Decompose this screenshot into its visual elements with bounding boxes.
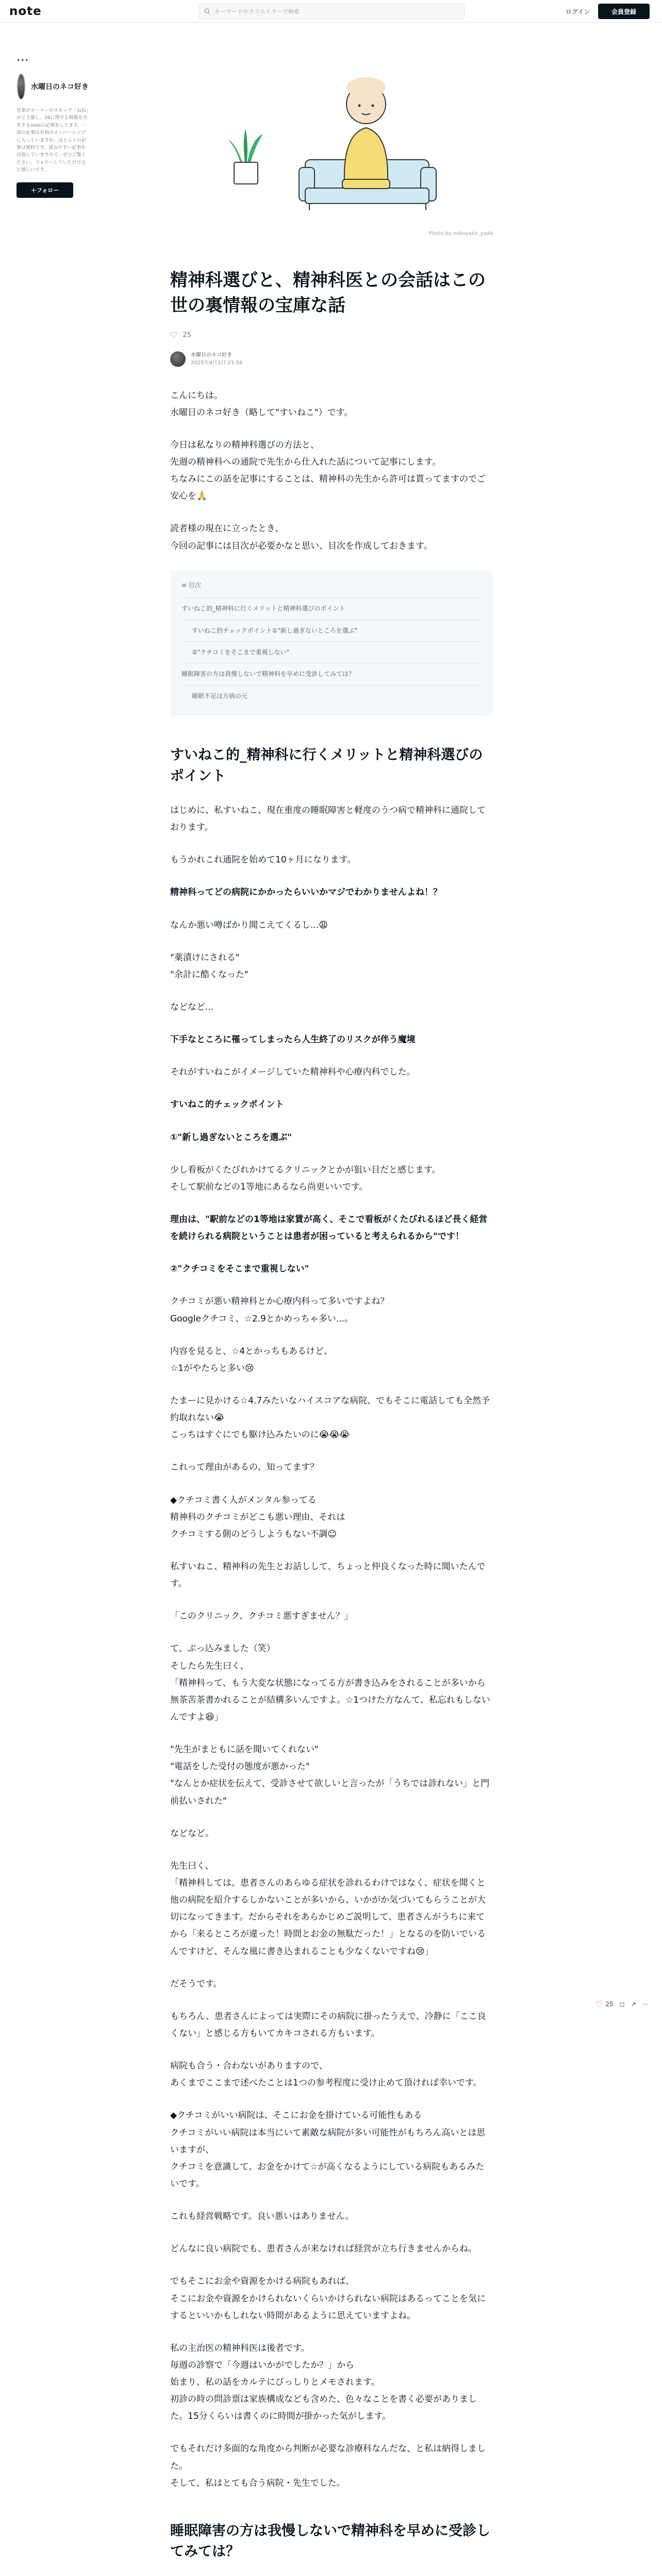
- paragraph: 理由は、"駅前などの1等地は家賃が高く、そこで看板がくたびれるほど長く経営を続けられる病院ということは患者が困っていると考えられるから"です！: [170, 1214, 488, 1242]
- login-link[interactable]: ログイン: [566, 8, 590, 15]
- paragraph: ◆クチコミがいい病院は、そこにお金を掛けている可能性もある クチコミがいい病院は本当にいて素敵な病院が多い可能性がもちろん高いとは思いますが、 クチコミを意識して、お金をかけて☆が高くなるようにしている病院もあるみたいです。: [170, 2110, 486, 2189]
- paragraph: でもそれだけ多面的な角度から判断が必要な診療科なんだな、と私は納得しました。 そして、私はとても合う病院・先生でした。: [170, 2444, 486, 2488]
- section-heading: 睡眠障害の方は我慢しないで精神科を早めに受診してみては？: [170, 2522, 490, 2560]
- ellipsis-icon[interactable]: •••: [16, 57, 29, 64]
- paragraph: 私の主治医の精神科医は後者です。 毎週の診察で「今週はいかがでしたか？」から 始まり、私の話をカルテにびっしりとメモされます。 初診の時の問診票は家族構成なども含めた、色々なことを書く必要がありました。15分くらいは書くのに時間が掛かった気がします。: [170, 2343, 477, 2422]
- subheading: ②"クチコミをそこまで重視しない": [170, 1264, 309, 1275]
- toc-item[interactable]: ②"クチコミをそこまで重視しない": [181, 641, 482, 663]
- paragraph: それがすいねこがイメージしていた精神科や心療内科でした。: [170, 1067, 416, 1078]
- heart-icon[interactable]: ♡: [170, 330, 178, 340]
- paragraph: はじめに、私すいねこ、現在重度の睡眠障害と軽度のうつ病で精神科に通院しております。: [170, 805, 486, 833]
- paragraph: ◆クチコミ書く人がメンタル参ってる 精神科のクチコミがどこも悪い理由、それは クチコミする側のどうしようもない不調☺: [170, 1495, 345, 1539]
- toc-item[interactable]: すいねこ的_精神科に行くメリットと精神科選びのポイント: [181, 598, 482, 619]
- paragraph: クチコミが悪い精神科とか心療内科って多いですよね？ Googleクチコミ、☆2.9とかめっちゃ多い...。: [170, 1296, 389, 1324]
- follow-button[interactable]: [16, 182, 73, 198]
- share-icon[interactable]: ↗: [631, 2000, 636, 2008]
- paragraph: なんか悪い噂ばかり聞こえてくるし...😩: [170, 920, 328, 930]
- paragraph: 精神科ってどの病院にかかったらいいかマジでわかりませんよね！？: [170, 887, 442, 898]
- article-body: [170, 387, 493, 2576]
- paragraph: もちろん、患者さんによっては実際にその病院に掛ったうえで、冷静に「ここ良くない」と感じる方もいてカキコされる方もいます。: [170, 2011, 486, 2039]
- paragraph: "薬漬けにされる" "余計に酷くなった": [170, 952, 249, 980]
- creator-bio: 営業がオーナーのスモッグ「ねね」がご主催し、26に関する情報を共有するnoteの記事をしてます。一部の記事は有料のメンバーシップに入っていますが、ほとんどの記事は無料です。読みやすい記事を目指していますので、ぜひご覧ください。フォローしていただけると嬉しいです。: [16, 108, 89, 173]
- article-title: 精神科選びと、精神科医との会話はこの世の裏情報の宝庫な話: [170, 270, 486, 316]
- paragraph: たまーに見かける☆4.7みたいなハイスコアな病院、でもそこに電話しても全然予約取れない😭 こっちはすぐにでも駆け込みたいのに😭😭😭: [170, 1396, 490, 1440]
- meta-date: 2025年4月3日 21:54: [191, 360, 243, 366]
- meta-author[interactable]: 水曜日のネコ好き: [191, 352, 232, 358]
- paragraph: 内容を見ると、☆4とかっちもあるけど、 ☆1がやたらと多い😢: [170, 1346, 333, 1374]
- search-input[interactable]: [198, 4, 465, 19]
- search-icon: [204, 8, 210, 14]
- creator-name[interactable]: 水曜日のネコ好き: [31, 83, 89, 91]
- article-meta: [170, 351, 493, 367]
- paragraph: これも経営戦略です。良い悪いはありません。: [170, 2211, 354, 2222]
- avatar[interactable]: [16, 73, 26, 100]
- paragraph: でもそこにお金や資源をかける病院もあれば、 そこにお金や資源をかけられないくらいかけられない病院はあるってことを気にするといいかもしれない時間があるように思えていますよね。: [170, 2276, 486, 2321]
- toc-item[interactable]: 睡眠不足は万病の元: [181, 685, 482, 707]
- paragraph: 少し看板がくたびれかけてるクリニックとかが狙い目だと感じます。 そして駅前などの1等地にあるなら尚更いいです。: [170, 1164, 441, 1192]
- creator-sidebar: [16, 57, 89, 198]
- paragraph: これって理由があるの、知ってます？: [170, 1462, 319, 1473]
- paragraph: どんなに良い病院でも、患者さんが来なければ経営が立ち行きませんからね。: [170, 2244, 477, 2255]
- float-like-count[interactable]: 25: [605, 2000, 614, 2008]
- note-logo[interactable]: note: [9, 4, 42, 18]
- more-icon[interactable]: ⋯: [642, 2000, 649, 2008]
- paragraph: などなど...: [170, 1002, 214, 1013]
- photo-credit[interactable]: Photo by nokoyaka_yada: [428, 231, 493, 236]
- paragraph: 読者様の現在に立ったとき、 今回の記事には目次が必要かなと思い、目次を作成しておきます。: [170, 523, 433, 551]
- list-icon: ≡: [181, 581, 189, 589]
- heart-icon[interactable]: ♡: [595, 1999, 603, 2009]
- paragraph: 先生曰く、 「精神科しては、患者さんのあらゆる症状を診れるわけではなく、症状を聞くと他の病院を紹介するしかないことが多いから、いかがか気づいてもらうことが大切になってきます。だからそれをあらかじめご説明して、患者さんがうちに来てから「来るところが違った！時間とお金の無駄だった！」となるのを防いでいるんですけど、そんな風に書き込まれることも少なくないですね😢」: [170, 1860, 486, 1957]
- paragraph: "先生がまともに話を聞いてくれない" "電話をした受付の態度が悪かった" "なんとか症状を伝えて、受診させて欲しいと言ったが「うちでは診れない」と門前払いされた": [170, 1744, 490, 1806]
- floating-actions: [595, 1999, 655, 2009]
- avatar[interactable]: [170, 351, 186, 367]
- section-heading: すいねこ的_精神科に行くメリットと精神科選びのポイント: [170, 747, 483, 784]
- paragraph: 私すいねこ、精神科の先生とお話しして、ちょっと仲良くなった時に聞いたんです。: [170, 1562, 486, 1589]
- toc-heading: 目次: [188, 581, 201, 589]
- toc-item[interactable]: すいねこ的チェックポイント①"新し過ぎないところを選ぶ": [181, 620, 482, 641]
- follow-plus-icon: ＋: [30, 187, 37, 194]
- paragraph: 「このクリニック、クチコミ悪すぎません？」: [170, 1611, 353, 1622]
- paragraph: 今日は私なりの精神科選びの方法と、 先週の精神科への通院で先生から仕入れた話について記事にします。 ちなみにこの話を記事にすることは、精神科の先生から許可は貰ってますのでご安心を🙏: [170, 439, 486, 502]
- site-header: [0, 0, 662, 23]
- creator-profile[interactable]: [16, 73, 89, 100]
- article: [170, 268, 493, 2576]
- toc-item[interactable]: 睡眠障害の方は我慢しないで精神科を早めに受診してみては？: [181, 663, 482, 685]
- paragraph: て、ぶっ込みました（笑） そしたら先生曰く、 「精神科って、もう大変な状態になってる方が書き込みをされることが多いから無茶苦茶書かれることが結構多いんですよ。☆1つけた方なんて、私忘れもしないんですよ😆」: [170, 1643, 490, 1722]
- paragraph: 病院も合う・合わないがありますので、 あくまでここまで述べたことは1つの参考程度に受け止めて頂ければ幸いです。: [170, 2061, 482, 2089]
- hero-illustration: [170, 57, 493, 235]
- like-row: [170, 330, 493, 340]
- signup-button[interactable]: 会員登録: [598, 4, 650, 19]
- hero-image: [170, 57, 493, 235]
- subheading: すいねこ的チェックポイント: [170, 1099, 284, 1110]
- paragraph: 下手なところに罹ってしまったら人生終了のリスクが伴う魔境: [170, 1035, 416, 1045]
- subheading: ①"新し過ぎないところを選ぶ": [170, 1132, 292, 1143]
- paragraph: だそうです。: [170, 1978, 222, 1989]
- follow-label: フォロー: [36, 187, 59, 194]
- search-placeholder: キーワードやクリエイターで検索: [214, 8, 300, 15]
- like-count[interactable]: 25: [183, 331, 191, 339]
- paragraph: もうかれこれ通院を始めて10ヶ月になります。: [170, 855, 356, 866]
- paragraph: こんにちは。 水曜日のネコ好き（略して"すいねこ"）です。: [170, 390, 353, 418]
- table-of-contents: [170, 570, 493, 716]
- paragraph: などなど。: [170, 1828, 214, 1839]
- comment-icon[interactable]: ◻: [619, 2000, 625, 2008]
